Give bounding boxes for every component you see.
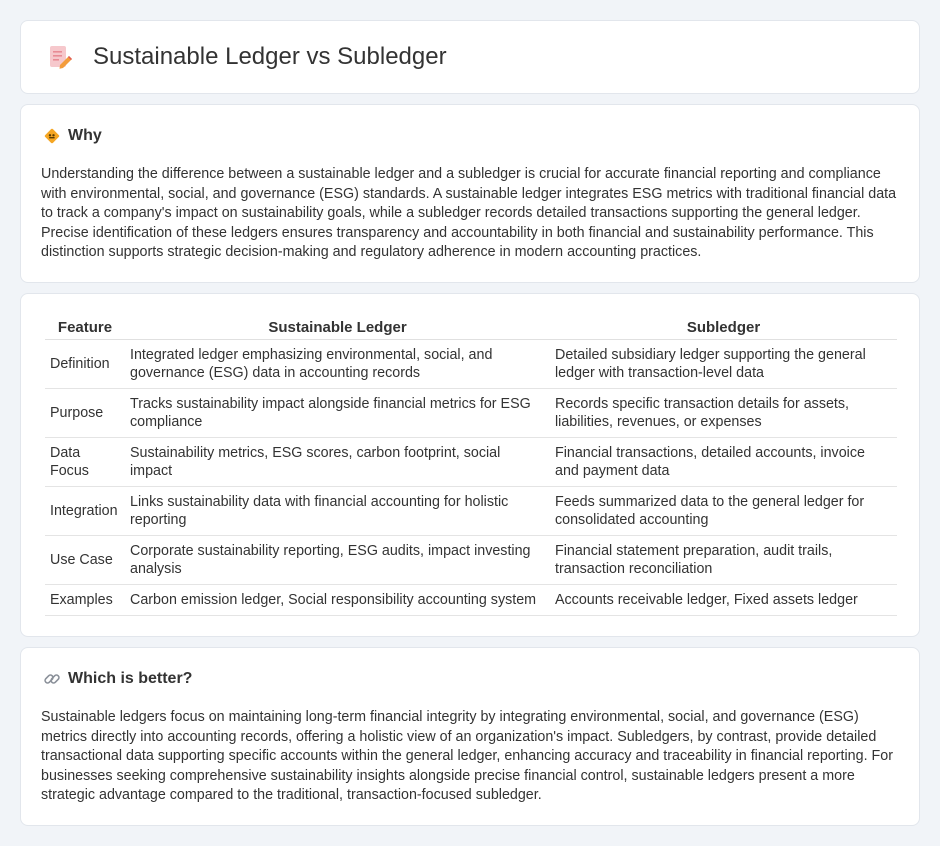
better-card — [20, 647, 920, 826]
better-body: Sustainable ledgers focus on maintaining long-term financial integrity by integrating environmental, social, and governance (ESG) metrics directly into accounting records, offering a holistic view of an organization's impact. Subledgers, by contrast, provide detailed transactional data supporting specific accounts within the general ledger, enhancing accuracy and traceability in financial reporting. For businesses seeking comprehensive sustainability insights alongside precise financial control, sustainable ledgers present a more strategic advantage compared to the traditional, transaction-focused subledger. — [41, 709, 893, 804]
sustainable-ledger-cell: Links sustainability data with financial accounting for holistic reporting — [125, 486, 550, 535]
header-subledger: Subledger — [550, 314, 897, 339]
subledger-cell: Accounts receivable ledger, Fixed assets ledger — [550, 584, 897, 615]
why-heading: Why — [68, 127, 102, 144]
table-row — [45, 486, 897, 535]
sustainable-ledger-cell: Tracks sustainability impact alongside financial metrics for ESG compliance — [125, 388, 550, 437]
table-row — [45, 584, 897, 615]
better-heading: Which is better? — [68, 670, 193, 687]
feature-cell: Purpose — [45, 388, 125, 437]
feature-cell: Examples — [45, 584, 125, 615]
feature-cell: Use Case — [45, 535, 125, 584]
subledger-cell: Feeds summarized data to the general ledger for consolidated accounting — [550, 486, 897, 535]
table-row — [45, 437, 897, 486]
header-sustainable-ledger: Sustainable Ledger — [125, 314, 550, 339]
subledger-cell: Financial transactions, detailed accounts, invoice and payment data — [550, 437, 897, 486]
feature-cell: Integration — [45, 486, 125, 535]
page-title: Sustainable Ledger vs Subledger — [93, 43, 447, 70]
why-heading-row — [43, 127, 102, 145]
subledger-cell: Records specific transaction details for assets, liabilities, revenues, or expenses — [550, 388, 897, 437]
table-row — [45, 535, 897, 584]
feature-cell: Definition — [45, 339, 125, 388]
sustainable-ledger-cell: Integrated ledger emphasizing environmental, social, and governance (ESG) data in accounting records — [125, 339, 550, 388]
sustainable-ledger-cell: Carbon emission ledger, Social responsibility accounting system — [125, 584, 550, 615]
subledger-cell: Detailed subsidiary ledger supporting the general ledger with transaction-level data — [550, 339, 897, 388]
comparison-table — [45, 314, 897, 616]
table-row — [45, 388, 897, 437]
comparison-card — [20, 293, 920, 637]
sustainable-ledger-cell: Sustainability metrics, ESG scores, carbon footprint, social impact — [125, 437, 550, 486]
table-header-row — [45, 314, 897, 339]
header-feature: Feature — [45, 314, 125, 339]
warning-sign-icon — [43, 127, 61, 145]
header-card — [20, 20, 920, 94]
title-row — [47, 43, 447, 71]
why-body: Understanding the difference between a sustainable ledger and a subledger is crucial for accurate financial reporting and compliance with environmental, social, and governance (ESG) standards. A sustainable ledger integrates ESG metrics with traditional financial data to track a company's impact on sustainability goals, while a subledger records detailed transactions supporting the general ledger. Precise identification of these ledgers ensures transparency and accountability in both financial and sustainability performance. This distinction supports strategic decision-making and regulatory adherence in modern accounting practices. — [41, 166, 897, 261]
subledger-cell: Financial statement preparation, audit trails, transaction reconciliation — [550, 535, 897, 584]
table-row — [45, 339, 897, 388]
sustainable-ledger-cell: Corporate sustainability reporting, ESG audits, impact investing analysis — [125, 535, 550, 584]
link-icon — [43, 670, 61, 688]
document-pencil-icon — [47, 44, 73, 70]
better-heading-row — [43, 670, 192, 688]
feature-cell: Data Focus — [45, 437, 125, 486]
why-card — [20, 104, 920, 283]
